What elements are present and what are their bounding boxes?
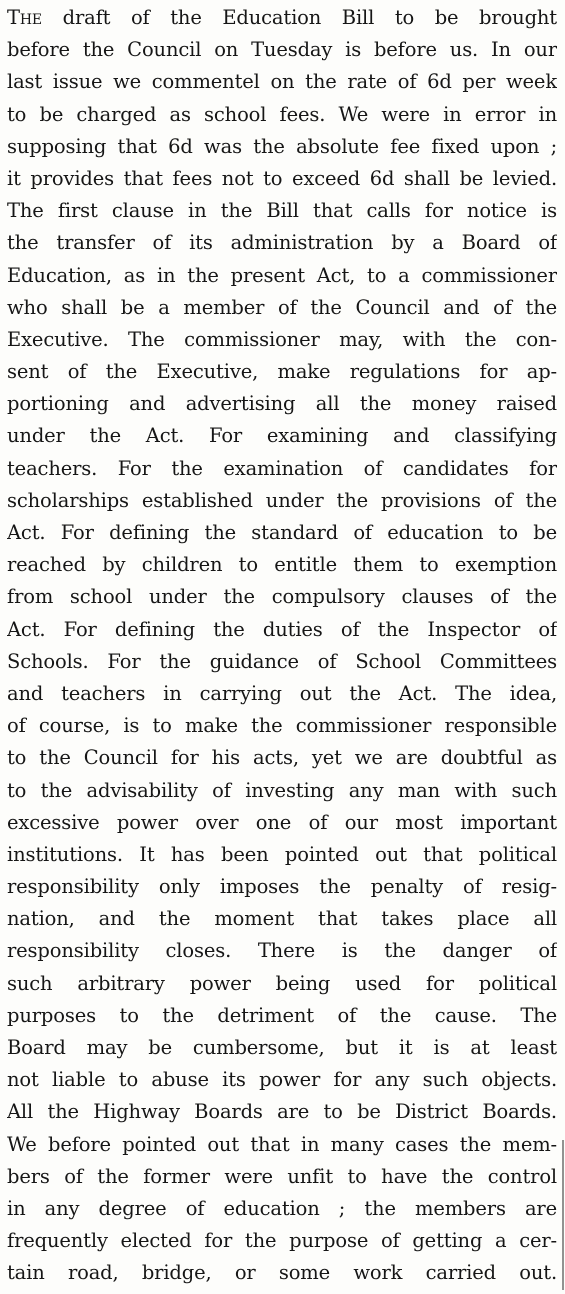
article-line: in any degree of education ; the members are bbox=[7, 1196, 557, 1220]
article-line: it provides that fees not to exceed 6d shall be levied. bbox=[7, 166, 557, 190]
article-line: not liable to abuse its power for any such objects. bbox=[7, 1068, 557, 1092]
article-line: institutions. It has been pointed out that political bbox=[7, 842, 557, 866]
article-line: The first clause in the Bill that calls for notice is bbox=[7, 199, 557, 223]
article-line: responsibility only imposes the penalty of resig- bbox=[7, 875, 557, 899]
article-line: reached by children to entitle them to exemption bbox=[7, 553, 557, 577]
article-line: the transfer of its administration by a Board of bbox=[7, 231, 557, 255]
article-line: such arbitrary power being used for political bbox=[7, 971, 557, 995]
article-line: frequently elected for the purpose of getting a cer- bbox=[7, 1229, 557, 1253]
article-column bbox=[7, 2, 557, 1290]
article-line: of course, is to make the commissioner responsible bbox=[7, 714, 557, 738]
article-line: All the Highway Boards are to be District Boards. bbox=[7, 1100, 557, 1124]
article-line-text: draft of the Education Bill to be brought bbox=[42, 6, 557, 29]
article-line: under the Act. For examining and classifying bbox=[7, 424, 557, 448]
article-line: purposes to the detriment of the cause. The bbox=[7, 1003, 557, 1027]
article-line: tain road, bridge, or some work carried out. bbox=[7, 1261, 557, 1285]
article-line: to the advisability of investing any man with such bbox=[7, 778, 557, 802]
article-line: portioning and advertising all the money raised bbox=[7, 392, 557, 416]
article-line: bers of the former were unfit to have the control bbox=[7, 1164, 557, 1188]
article-line: nation, and the moment that takes place all bbox=[7, 907, 557, 931]
article-line: Board may be cumbersome, but it is at least bbox=[7, 1036, 557, 1059]
article-line: Act. For defining the duties of the Inspector of bbox=[7, 617, 557, 641]
article-line: Education, as in the present Act, to a commissioner bbox=[7, 263, 557, 287]
article-line: supposing that 6d was the absolute fee fixed upon ; bbox=[7, 134, 557, 158]
opening-word: The bbox=[7, 6, 42, 29]
article-line: and teachers in carrying out the Act. The idea, bbox=[7, 681, 557, 705]
column-rule bbox=[562, 1140, 564, 1290]
article-line: Executive. The commissioner may, with the con- bbox=[7, 327, 557, 351]
article-line bbox=[7, 2, 557, 34]
article-line: Act. For defining the standard of education to be bbox=[7, 521, 557, 544]
article-line: last issue we commentel on the rate of 6d per week bbox=[7, 70, 557, 94]
article-line: scholarships established under the provisions of the bbox=[7, 488, 557, 512]
article-line: teachers. For the examination of candidates for bbox=[7, 456, 557, 480]
article-line: who shall be a member of the Council and of the bbox=[7, 295, 557, 319]
article-line: to be charged as school fees. We were in error in bbox=[7, 102, 557, 126]
article-line: to the Council for his acts, yet we are doubtful as bbox=[7, 746, 557, 770]
article-line: sent of the Executive, make regulations for ap- bbox=[7, 360, 557, 384]
article-line: Schools. For the guidance of School Committees bbox=[7, 649, 557, 673]
article-line: before the Council on Tuesday is before us. In our bbox=[7, 38, 557, 62]
article-line: excessive power over one of our most important bbox=[7, 810, 557, 834]
article-line: We before pointed out that in many cases the mem- bbox=[7, 1132, 557, 1156]
article-line: responsibility closes. There is the danger of bbox=[7, 939, 557, 963]
article-line: from school under the compulsory clauses of the bbox=[7, 585, 557, 609]
